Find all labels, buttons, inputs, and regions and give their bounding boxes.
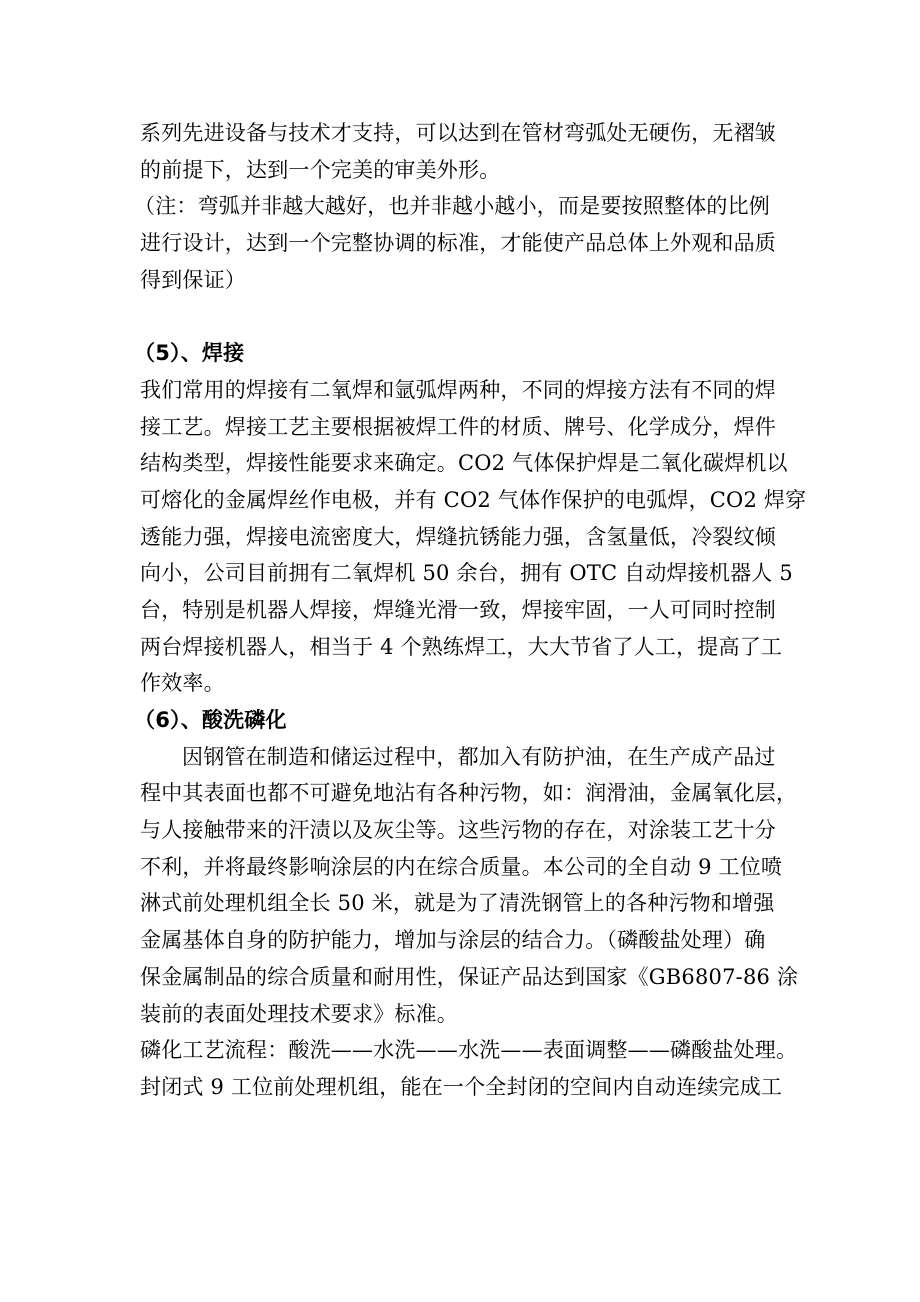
text-line: 进行设计，达到一个完整协调的标准，才能使产品总体上外观和品质: [140, 231, 776, 256]
section-heading: （5）、焊接: [134, 341, 245, 366]
text-line: 我们常用的焊接有二氧焊和氩弧焊两种，不同的焊接方法有不同的焊: [140, 377, 776, 402]
text-line: 的前提下，达到一个完美的审美外形。: [140, 157, 501, 182]
section-heading: （6）、酸洗磷化: [134, 708, 287, 732]
text-line: 程中其表面也都不可避免地沾有各种污物，如：润滑油，金属氧化层，: [140, 781, 798, 806]
text-line: 透能力强，焊接电流密度大，焊缝抗锈能力强，含氢量低，冷裂纹倾: [140, 524, 776, 549]
document-page: [134, 115, 807, 1106]
text-line: 作效率。: [140, 671, 225, 696]
text-line: 台，特别是机器人焊接，焊缝光滑一致，焊接牢固，一人可同时控制: [140, 597, 776, 622]
text-line: 与人接触带来的汗渍以及灰尘等。这些污物的存在，对涂装工艺十分: [140, 818, 776, 843]
text-line: 封闭式 9 工位前处理机组，能在一个全封闭的空间内自动连续完成工: [140, 1074, 783, 1099]
text-line: 接工艺。焊接工艺主要根据被焊工件的材质、牌号、化学成分，焊件: [140, 414, 776, 439]
text-line: 不利，并将最终影响涂层的内在综合质量。本公司的全自动 9 工位喷: [140, 854, 783, 879]
body-paragraph: [140, 372, 807, 702]
text-line: 结构类型，焊接性能要求来确定。CO2 气体保护焊是二氧化碳焊机以: [140, 451, 788, 476]
text-line: 两台焊接机器人，相当于 4 个熟练焊工，大大节省了人工，提高了工: [140, 634, 783, 659]
text-line: 可熔化的金属焊丝作电极，并有 CO2 气体作保护的电弧焊，CO2 焊穿: [140, 487, 807, 512]
text-line: （注：弯弧并非越大越好，也并非越小越小，而是要按照整体的比例: [134, 194, 770, 219]
body-paragraph: [140, 739, 800, 1033]
note-paragraph: [134, 188, 800, 298]
body-paragraph: [140, 115, 800, 188]
text-line: 向小，公司目前拥有二氧焊机 50 余台，拥有 OTC 自动焊接机器人 5: [140, 561, 793, 586]
text-line: 因钢管在制造和储运过程中，都加入有防护油，在生产成产品过: [182, 744, 776, 769]
text-line: 保金属制品的综合质量和耐用性，保证产品达到国家《GB6807-86 涂: [140, 964, 799, 989]
body-paragraph: [140, 1032, 800, 1105]
text-line: 淋式前处理机组全长 50 米，就是为了清洗钢管上的各种污物和增强: [140, 891, 775, 916]
text-line: 系列先进设备与技术才支持，可以达到在管材弯弧处无硬伤，无褶皱: [140, 121, 776, 145]
text-line: 磷化工艺流程：酸洗——水洗——水洗——表面调整——磷酸盐处理。: [140, 1038, 798, 1063]
paragraph-spacer: [140, 298, 800, 335]
text-line: 金属基体自身的防护能力，增加与涂层的结合力。（磷酸盐处理）确: [140, 928, 766, 953]
text-line: 得到保证）: [140, 267, 246, 292]
text-line: 装前的表面处理技术要求》标准。: [140, 1001, 458, 1026]
